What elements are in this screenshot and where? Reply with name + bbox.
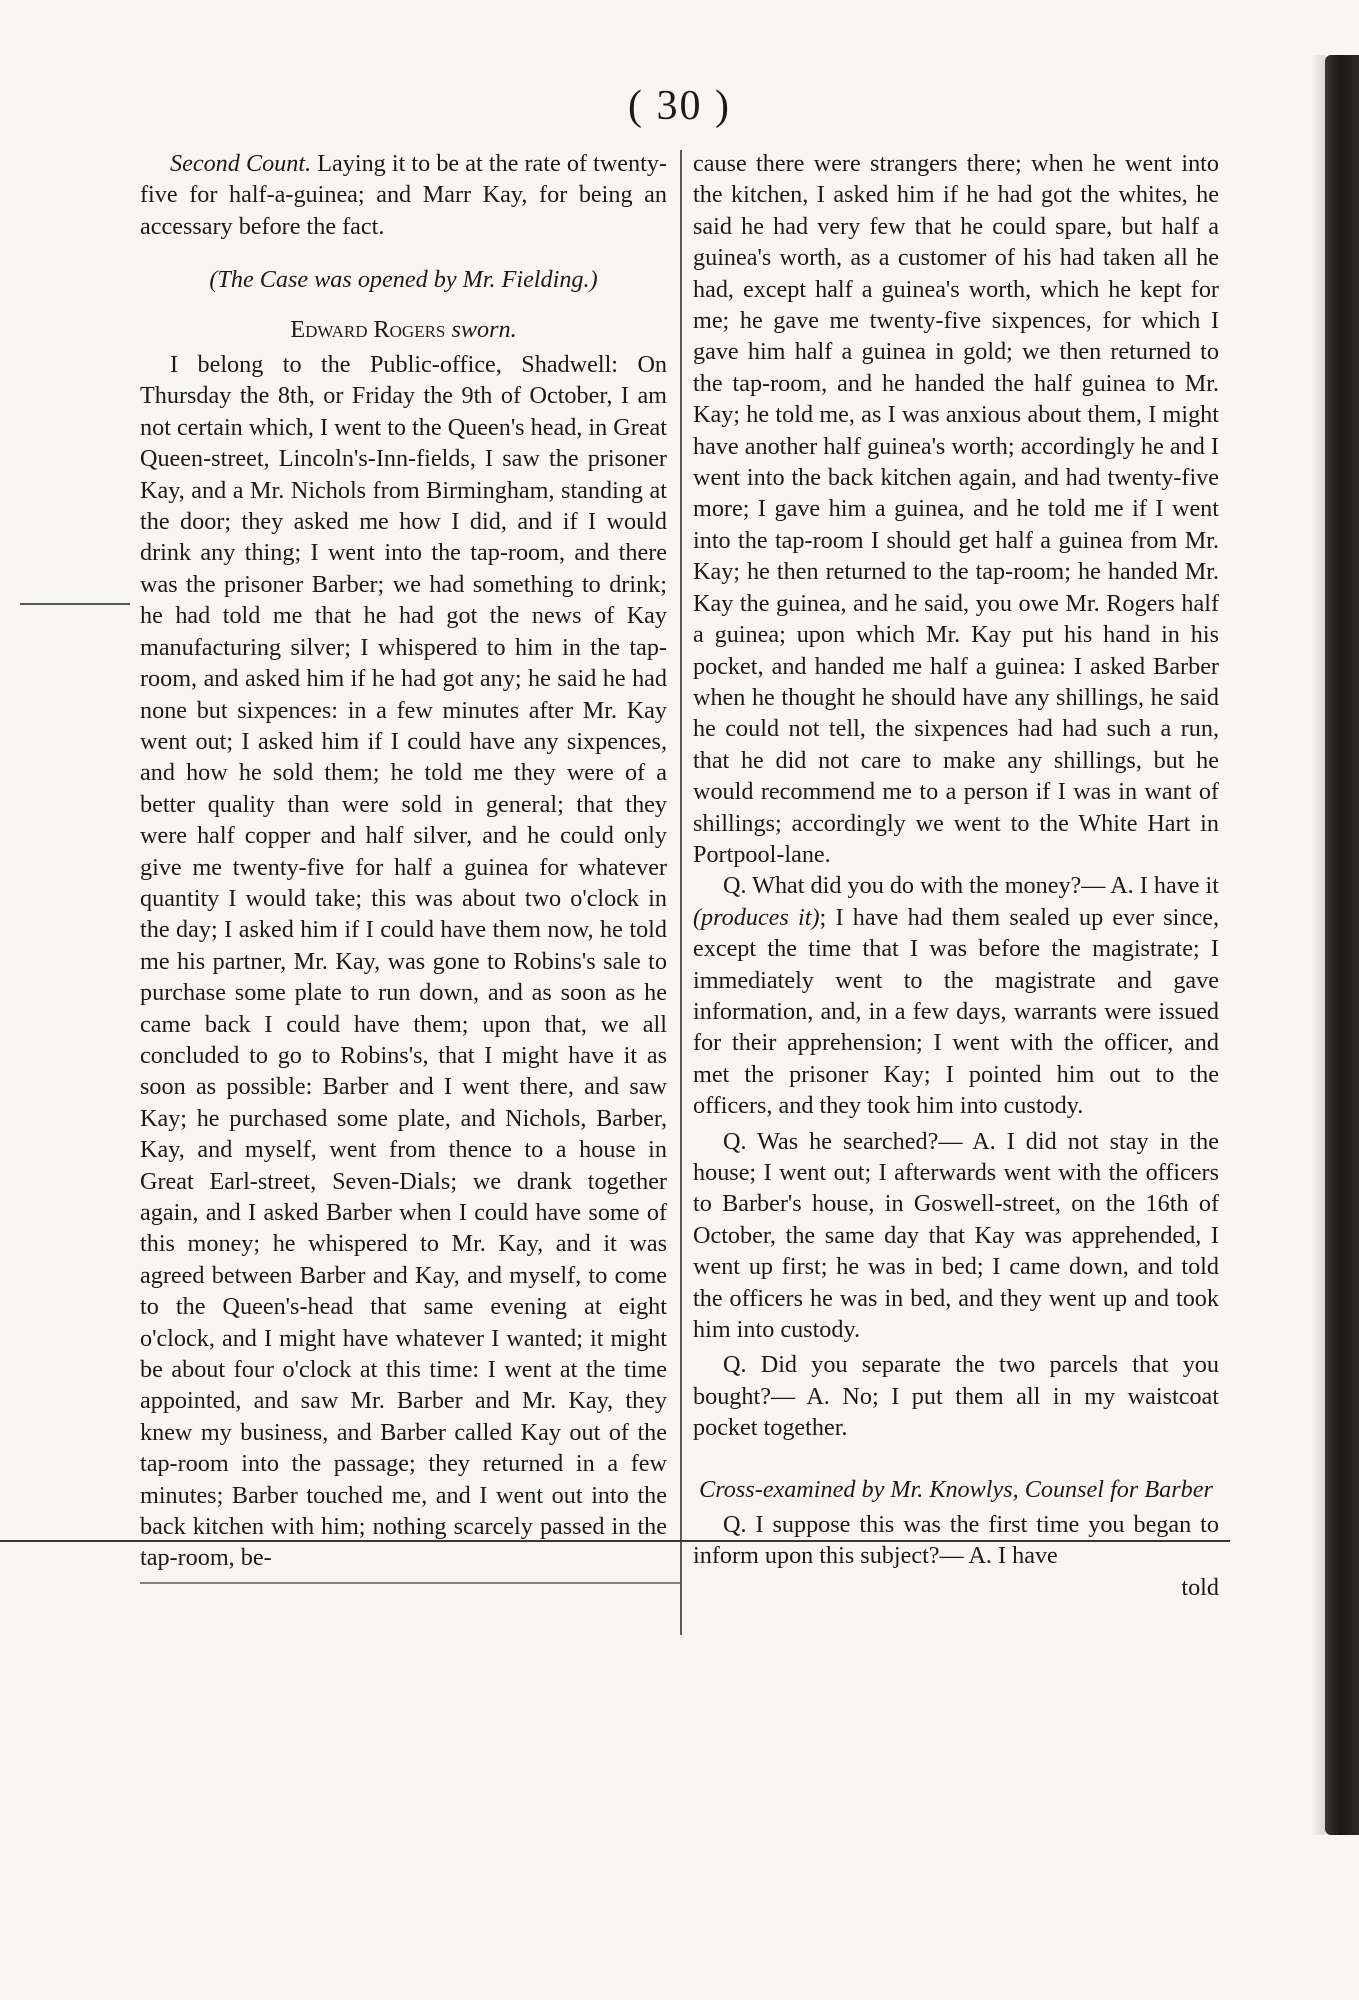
binding-shadow (1311, 55, 1325, 1835)
page-number: ( 30 ) (628, 83, 731, 129)
answer-inform: A. I have (968, 1542, 1058, 1570)
witness-heading (140, 314, 667, 345)
scan-rule-line (0, 1540, 1230, 1542)
right-column (693, 148, 1219, 1603)
question-parcels: Q. Did you separate the two parcels that you bought?— (693, 1351, 1219, 1410)
stage-direction: (produces it) (693, 903, 820, 931)
question-money: Q. What did you do with the money?— (723, 872, 1106, 900)
answer-money-rest: ; I have had them sealed up ever since, except the time that I was before the magistrate; I immediately went to the magistrate and gave information, and, in a few days, warrants were issued for their apprehension; I went with the officer, and met the prisoner Kay; I pointed him out to the officers, and they took him into custody. (693, 903, 1219, 1120)
answer-searched: A. I did not stay in the house; I went out; I afterwards went with the officers to Barber's house, in Goswell-street, on the 16th of October, the same day that Kay was apprehended, I went up first; he was in bed; I came down, and told the officers he was in bed, and they went up and took him into custody. (693, 1127, 1219, 1344)
qa-parcels (693, 1349, 1219, 1443)
left-column (140, 148, 667, 1574)
count-text: Laying it to be at the rate of twenty-five for half-a-guinea; and Marr Kay, for being an accessary before the fact. (140, 150, 667, 240)
book-binding-edge (1325, 55, 1359, 1835)
cross-examination-heading: Cross-examined by Mr. Knowlys, Counsel for Barber (699, 1475, 1213, 1503)
question-inform: Q. I suppose this was the first time you began to inform upon this subject?— (693, 1511, 1219, 1570)
question-searched: Q. Was he searched?— (723, 1127, 963, 1155)
answer-parcels: A. No; I put them all in my waistcoat pocket together. (693, 1382, 1219, 1442)
margin-rule-mark (20, 603, 130, 605)
qa-money (693, 870, 1219, 1121)
answer-money-prefix: A. I have it (1110, 872, 1219, 900)
witness-sworn: sworn. (451, 315, 517, 343)
testimony-continued: cause there were strangers there; when he went into the kitchen, I asked him if he had got the whites, he said he had very few that he could spare, but half a guinea's worth, as a customer of his had taken all he had, except half a guinea's worth, which he kept for me; he gave me twenty-five sixpences, for which I gave him half a guinea in gold; we then returned to the tap-room, and he handed the half guinea to Mr. Kay; he told me, as I was anxious about them, I might have another half guinea's worth; accordingly he and I went into the back kitchen again, and had twenty-five more; I gave him a guinea, and he told me if I went into the tap-room I should get half a guinea from Mr. Kay; he then returned to the tap-room; he handed Mr. Kay the guinea, and he said, you owe Mr. Rogers half a guinea; upon which Mr. Kay put his hand in his pocket, and handed me half a guinea: I asked Barber when he thought he should have any shillings, he said he could not tell, the sixpences had had such a run, that he did not care to make any shillings, but he would recommend me to a person if I was in want of shillings; accordingly we went to the White Hart in Portpool-lane. (693, 150, 1219, 868)
count-label: Second Count. (170, 150, 312, 177)
count-paragraph (140, 148, 667, 242)
testimony-paragraph: I belong to the Public-office, Shadwell: On Thursday the 8th, or Friday the 9th of October, I am not certain which, I went to the Queen's head, in Great Queen-street, Lincoln's-Inn-fields, I saw the prisoner Kay, and a Mr. Nichols from Birmingham, standing at the door; they asked me how I did, and if I would drink any thing; I went into the tap-room, and there was the prisoner Barber; we had something to drink; he had told me that he had got the news of Kay manufacturing silver; I whispered to him in the tap-room, and asked him if he had got any; he said he had none but sixpences: in a few minutes after Mr. Kay went out; I asked him if I could have any sixpences, and how he sold them; he told me they were of a better quality than were sold in general; that they were half copper and half silver, and he could only give me twenty-five for half a guinea for whatever quantity I would take; this was about two o'clock in the day; I asked him if I could have them now, he told me his partner, Mr. Kay, was gone to Robins's sale to purchase some plate to run down, and as soon as he came back I could have them; upon that, we all concluded to go to Robins's, that I might have it as soon as possible: Barber and I went there, and saw Kay; he purchased some plate, and Nichols, Barber, Kay, and myself, went from thence to a house in Great Earl-street, Seven-Dials; we drank together again, and I asked Barber when I could have some of this money; he whispered to Mr. Kay, and it was agreed between Barber and Kay, and myself, to come to the Queen's-head that same evening at eight o'clock, and I might have whatever I wanted; it might be about four o'clock at this time: I went at the time appointed, and saw Mr. Barber and Mr. Kay, they knew my business, and Barber called Kay out of the tap-room into the passage; they returned in a few minutes; Barber touched me, and I went out into the back kitchen with him; nothing scarcely passed in the tap-room, be- (140, 351, 667, 1572)
column-rule (680, 150, 682, 1635)
case-opened-note: (The Case was opened by Mr. Fielding.) (209, 266, 598, 294)
witness-name: Edward Rogers (290, 315, 446, 343)
scan-rule-line-lower (140, 1582, 680, 1584)
catchword: told (1181, 1573, 1219, 1601)
qa-searched (693, 1126, 1219, 1346)
